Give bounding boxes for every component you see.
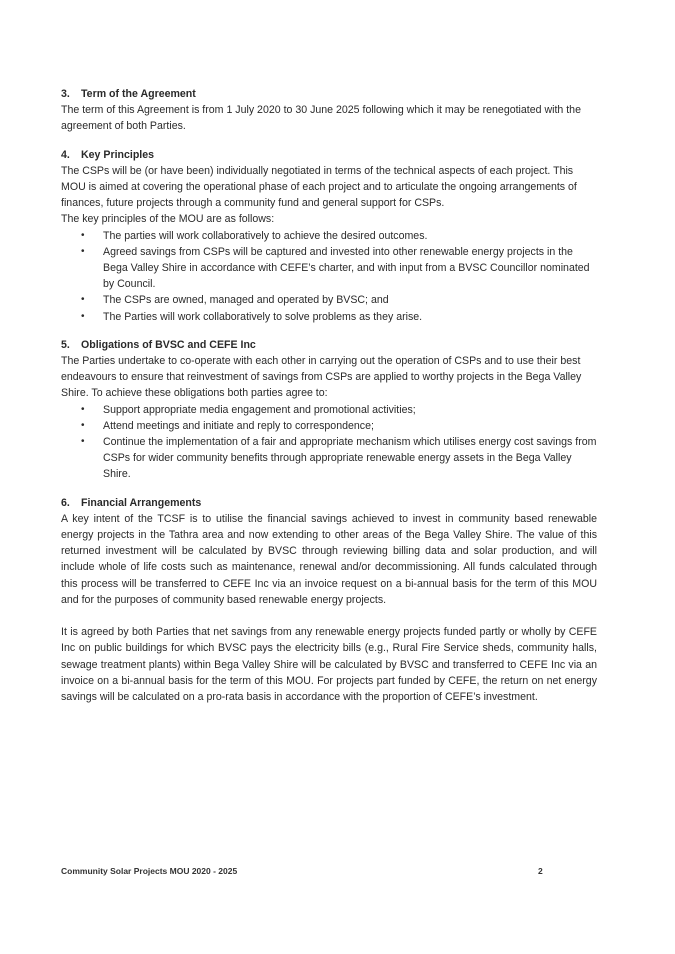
list-item — [81, 418, 597, 434]
bullet-icon: • — [81, 310, 85, 322]
section-title: Term of the Agreement — [81, 88, 196, 100]
section-number: 5. — [61, 338, 70, 351]
section-number: 4. — [61, 148, 70, 161]
section-key-principles — [61, 147, 597, 325]
list-item — [81, 228, 597, 244]
page-number: 2 — [538, 866, 543, 876]
section-heading — [61, 86, 597, 102]
footer-title: Community Solar Projects MOU 2020 - 2025 — [61, 866, 238, 876]
section-obligations — [61, 337, 597, 483]
list-item — [81, 434, 597, 483]
section-paragraph: It is agreed by both Parties that net savings from any renewable energy projects funded partly or wholly by CEFE Inc on public buildings for which BVSC pays the electricity bills (e.g., Rural Fire Service sheds, community halls, sewage treatment plants) within Bega Valley Shire will be calculated by BVSC and transferred to CEFE Inc via an invoice on a bi-annual basis for the term of this MOU. For projects part funded by CEFE, the return on net energy savings will be calculated on a pro-rata basis in accordance with the proportion of CEFE’s investment. — [61, 626, 597, 703]
section-title: Obligations of BVSC and CEFE Inc — [81, 338, 256, 351]
list-item — [81, 244, 597, 293]
section-title: Key Principles — [81, 148, 155, 161]
section-title: Financial Arrangements — [81, 496, 202, 509]
section-heading — [61, 337, 597, 353]
section-paragraph: The term of this Agreement is from 1 July 2020 to 30 June 2025 following which it may be renegotiated with the agreement of both Parties. — [61, 104, 581, 133]
list-item — [81, 292, 597, 308]
section-number: 3. — [61, 88, 70, 100]
section-heading — [61, 147, 597, 163]
section-term-of-agreement — [61, 86, 597, 135]
list-item-text: Support appropriate media engagement and promotional activities; — [103, 403, 416, 416]
section-number: 6. — [61, 496, 70, 509]
bullet-list — [61, 228, 597, 325]
section-paragraph: The key principles of the MOU are as follows: — [61, 213, 275, 226]
section-paragraph: The Parties undertake to co-operate with each other in carrying out the operation of CSPs and to use their best endeavours to ensure that reinvestment of savings from CSPs are applied to worthy projects in the Bega Valley Shire. To achieve these obligations both parties agree to: — [61, 355, 582, 400]
list-item — [81, 309, 597, 325]
list-item-text: The parties will work collaboratively to achieve the desired outcomes. — [103, 229, 428, 242]
list-item-text: Continue the implementation of a fair and appropriate mechanism which utilises energy cost savings from CSPs for wider community benefits through appropriate renewable energy assets in the Bega Valley Shire. — [103, 436, 597, 481]
bullet-list — [61, 402, 597, 483]
bullet-icon: • — [81, 229, 85, 241]
list-item-text: Agreed savings from CSPs will be captured and invested into other renewable energy projects in the Bega Valley Shire in accordance with CEFE’s charter, and with input from a BVSC Councillor nominated by Council. — [103, 245, 590, 291]
section-heading — [61, 495, 597, 511]
bullet-icon: • — [81, 436, 85, 448]
bullet-icon: • — [81, 403, 85, 415]
list-item-text: The CSPs are owned, managed and operated by BVSC; and — [103, 294, 389, 307]
bullet-icon: • — [81, 419, 85, 431]
list-item — [81, 402, 597, 418]
section-financial-arrangements — [61, 495, 597, 705]
bullet-icon: • — [81, 245, 85, 257]
list-item-text: Attend meetings and initiate and reply to correspondence; — [103, 419, 374, 432]
bullet-icon: • — [81, 294, 85, 306]
section-paragraph: A key intent of the TCSF is to utilise the financial savings achieved to invest in community based renewable energy projects in the Tathra area and now extending to other areas of the Bega Valley Shire. The value of this returned investment will be calculated by BVSC through reviewing billing data and solar production, and will include whole of life costs such as maintenance, renewal and/or decommissioning. All funds calculated through this process will be transferred to CEFE Inc via an invoice request on a bi-annual basis for the term of this MOU and for the purposes of community based renewable energy projects. — [61, 512, 597, 606]
document-page — [61, 86, 597, 717]
section-paragraph: The CSPs will be (or have been) individually negotiated in terms of the technical aspects of each project. This MOU is aimed at covering the operational phase of each project and to articulate the ongoing arrangements of finances, future projects through a community fund and general support for CSPs. — [61, 164, 577, 210]
list-item-text: The Parties will work collaboratively to solve problems as they arise. — [103, 310, 423, 323]
